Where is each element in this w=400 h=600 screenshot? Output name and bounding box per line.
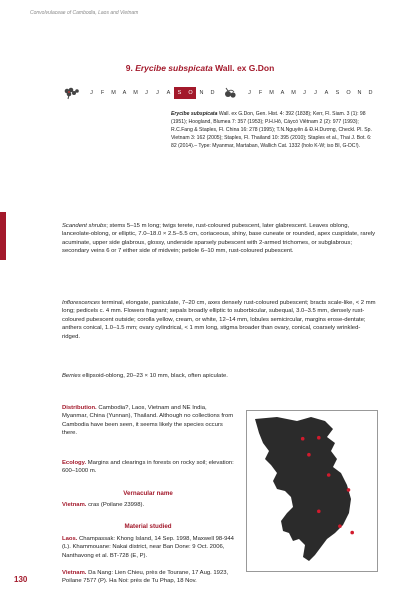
material-laos-label: Laos. (62, 536, 78, 542)
occurrence-point (338, 524, 342, 528)
occurrence-point (317, 510, 321, 514)
description-paragraph (62, 222, 377, 256)
vernacular-label: Vietnam. (62, 502, 87, 508)
species-title (0, 63, 400, 73)
section-tab (0, 212, 6, 260)
habit-term: Scandent shrubs (62, 223, 107, 229)
species-authority: Wall. ex G.Don (215, 63, 275, 73)
material-heading: Material studied (124, 523, 172, 530)
month-cell: F (100, 90, 105, 96)
vernacular-heading: Vernacular name (123, 490, 173, 497)
ecology-label: Ecology. (62, 460, 87, 466)
distribution-paragraph (62, 404, 234, 437)
species-name: Erycibe subspicata (135, 63, 213, 73)
distribution-text: Cambodia?, Laos, Vietnam and NE India, Myanmar, China (Yunnan), Thailand. Although no collections from Cambodia have been seen, it seems likely the species occurs there. (62, 405, 234, 436)
distribution-label: Distribution. (62, 405, 97, 411)
vernacular-text: cras (Poilane 23998). (86, 502, 145, 508)
flowering-months (86, 87, 218, 99)
fruiting-months (244, 87, 376, 99)
inflorescence-paragraph (62, 299, 377, 341)
occurrence-point (327, 473, 331, 477)
fruiting-calendar (220, 86, 376, 100)
occurrence-point (350, 531, 354, 535)
month-cell: O (185, 87, 196, 99)
month-cell: A (324, 90, 329, 96)
inflorescence-term: Inflorescences (62, 300, 100, 306)
month-cell: D (368, 90, 373, 96)
month-cell: N (199, 90, 204, 96)
material-vietnam-paragraph (62, 569, 234, 586)
running-head: Convolvulaceae of Cambodia, Laos and Vietnam (30, 10, 139, 16)
indochina-map (247, 411, 377, 571)
month-cell: A (280, 90, 285, 96)
material-laos-paragraph (62, 535, 234, 560)
citation-name: Erycibe subspicata (171, 111, 218, 117)
month-cell: J (90, 90, 93, 96)
occurrence-point (301, 437, 305, 441)
month-cell: F (258, 90, 263, 96)
month-cell: S (335, 90, 340, 96)
material-vietnam-label: Vietnam. (62, 570, 87, 576)
citation-text: Wall. ex G.Don, Gen. Hist. 4: 392 (1838); Kerr, Fl. Siam. 3 (1): 98 (1951); Hoogland, Blumea 7: 357 (1953); P.H.Hô, Cáycó Viêtnam 2 (2): 977 (1993); R.C.Fang & Staples, Fl. China 16: 278 (1995); T.N.Nguyên & Đ.H.Dương, Checkl. Pl. Sp. Vietnam 3: 162 (2005); Staples, Fl. Thailand 10: 395 (2010); Staples et al., Thai J. Bot. 6: 82 (2014).– Type: Myanmar, Martaban, Wallich Cat. 1332 (holo K-W; iso BI, G-DC!). (171, 111, 372, 149)
month-cell: J (156, 90, 159, 96)
flower-icon (62, 86, 82, 100)
distribution-map (246, 410, 378, 572)
inflorescence-text: terminal, elongate, paniculate, 7–20 cm, axes densely rust-coloured pubescent; bracts scale-like, < 2 mm long; pedicels c. 4 mm. Flowers fragrant; sepals broadly elliptic to suborbicular, subequal, 3.0–3.5 mm, densely rust-coloured pubescent outside; corolla yellow, cream, or white, 12–14 mm, lobules semicircular, margins erose-dentate; anthers conical, 1.0–1.5 mm; ovary cylindrical, < 1 mm long, stigma broader than ovary, conical, coarsely wrinkled-ridged. (62, 300, 376, 340)
month-cell: J (314, 90, 317, 96)
month-cell: D (210, 90, 215, 96)
habit-text: ; stems 5–15 m long; twigs terete, rust-coloured pubescent, later glabrescent. Leaves oblong, lanceolate-oblong, or elliptic, 7.0–18.0 × 2.5–5.5 cm, coriaceous, shiny, base cuneate or rounded, apex cuspidate, rarely acuminate, upper side glabrous, glossy, underside sparsely pubescent with 2-armed trichomes, or subglabrous; secondary veins 6 or 7 either side of midvein; petiole 6–10 mm, rust-coloured pubescent. (62, 223, 376, 255)
vernacular-paragraph (62, 501, 234, 509)
occurrence-point (347, 488, 351, 492)
ecology-text: Margins and clearings in forests on rocky soil; elevation: 600–1000 m. (62, 460, 234, 475)
flowering-calendar (62, 86, 218, 100)
month-cell: J (303, 90, 306, 96)
month-cell: M (133, 90, 138, 96)
occurrence-point (307, 453, 311, 457)
ecology-paragraph (62, 459, 234, 476)
month-cell: M (291, 90, 296, 96)
month-cell: M (269, 90, 274, 96)
nomenclature-citation (171, 111, 375, 151)
month-cell: A (122, 90, 127, 96)
page-number: 130 (14, 575, 28, 584)
month-cell: A (166, 90, 171, 96)
occurrence-point (317, 436, 321, 440)
month-cell: J (145, 90, 148, 96)
berries-text: ellipsoid-oblong, 20–23 × 10 mm, black, often apiculate. (80, 373, 228, 379)
month-cell: J (248, 90, 251, 96)
month-cell: M (111, 90, 116, 96)
month-cell: N (357, 90, 362, 96)
fruit-icon (220, 86, 240, 100)
month-cell: S (174, 87, 185, 99)
berries-paragraph (62, 372, 377, 380)
species-number: 9. (125, 63, 133, 73)
berries-term: Berries (62, 373, 81, 379)
phenology-calendars (62, 86, 374, 100)
month-cell: O (346, 90, 351, 96)
material-laos-text: Champassak: Khong Island, 14 Sep. 1998, Maxwell 98-944 (L). Khammouane: Nakai district, near Ban Done: 9 Oct. 2006, Nanthavong et al. BT-728 (E, P). (62, 536, 234, 559)
material-vietnam-text: Da Nang: Lien Chieu, près de Tourane, 17 Aug. 1923, Poilane 7577 (P). Ha Noi: près de Tu Phap, 18 Nov. (62, 570, 229, 585)
